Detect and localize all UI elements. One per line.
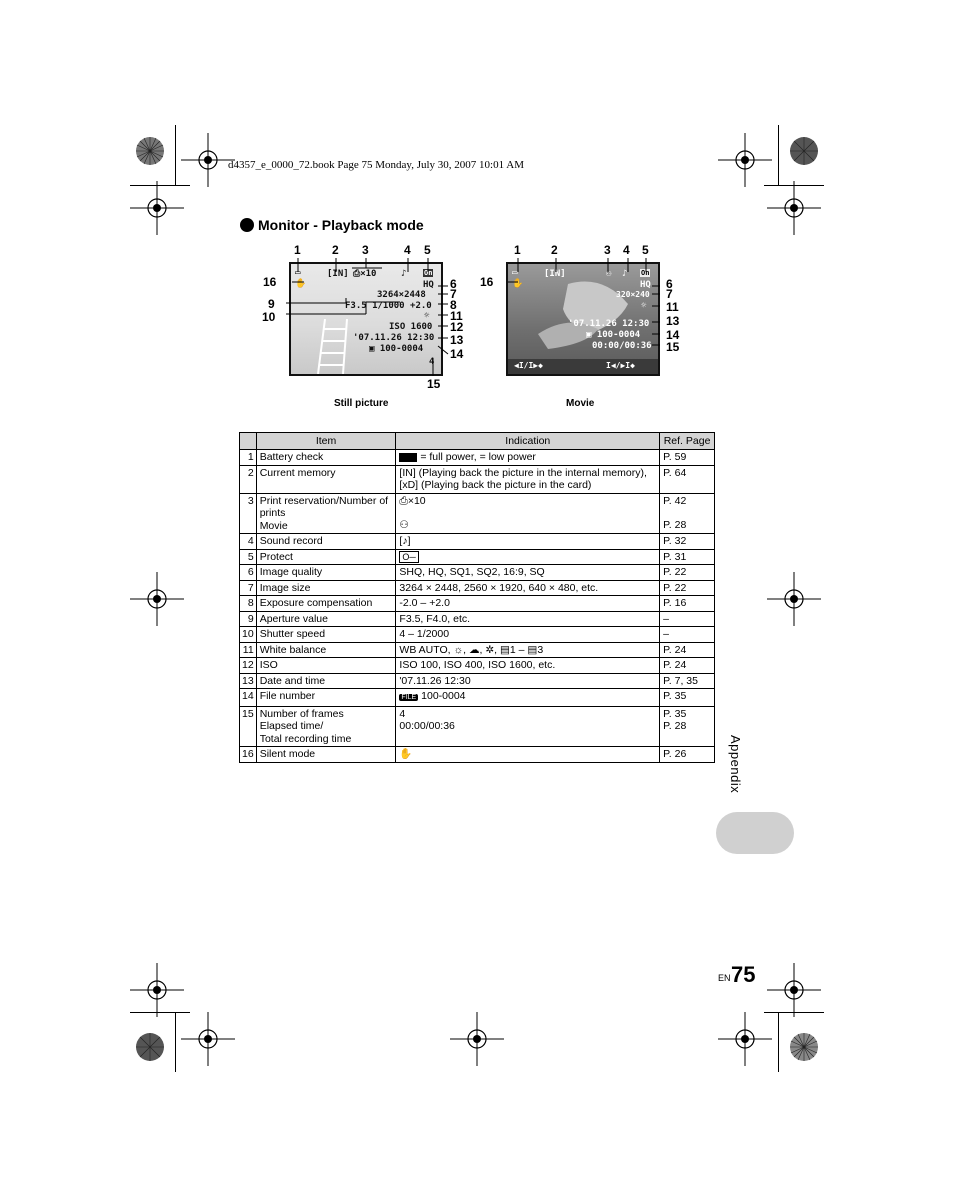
bullet-icon <box>240 218 254 232</box>
table-row <box>240 450 715 466</box>
callout-number: 14 <box>450 347 464 361</box>
callout-number: 5 <box>642 243 649 257</box>
file-icon: ▣ <box>369 344 380 354</box>
row-number: 10 <box>240 627 257 643</box>
row-indication: [IN] (Playing back the picture in the internal memory), [xD] (Playing back the picture in the card) <box>396 465 660 493</box>
protect-key-icon: O─ <box>399 551 418 563</box>
registration-mark-icon <box>130 963 184 1017</box>
table-row <box>240 673 715 689</box>
row-indication: F3.5, F4.0, etc. <box>396 611 660 627</box>
row-number: 6 <box>240 565 257 581</box>
table-row <box>240 549 715 565</box>
table-row <box>240 493 715 534</box>
battery-icon: ▭ <box>512 268 518 278</box>
lcd-memory: [IN] <box>544 269 566 279</box>
page-number: 75 <box>731 962 756 987</box>
row-item: Sound record <box>256 534 396 550</box>
row-indication <box>396 534 660 550</box>
row-indication <box>396 549 660 565</box>
row-indication: ISO 100, ISO 400, ISO 1600, etc. <box>396 658 660 674</box>
lcd-size: 320×240 <box>616 290 650 299</box>
col-header: Indication <box>396 433 660 450</box>
table-row <box>240 465 715 493</box>
battery-icon: ▭ <box>295 268 301 278</box>
col-header: Item <box>256 433 396 450</box>
lcd-controls-right: I◀/▶I◆ <box>606 361 635 370</box>
row-ref: P. 22 <box>660 580 715 596</box>
row-ref: P. 16 <box>660 596 715 612</box>
lcd-iso: ISO 1600 <box>389 322 433 332</box>
row-number: 2 <box>240 465 257 493</box>
lcd-datetime: '07.11.26 12:30 <box>353 333 435 343</box>
protect-icon: On <box>641 269 650 277</box>
col-header <box>240 433 257 450</box>
row-number: 12 <box>240 658 257 674</box>
row-number: 1 <box>240 450 257 466</box>
row-ref: – <box>660 627 715 643</box>
file-icon: FILE <box>401 694 417 701</box>
registration-mark-icon <box>718 1012 772 1066</box>
lcd-file: ▣ 100-0004 <box>369 344 424 354</box>
movie-callout-lines <box>490 250 670 370</box>
lcd-memory: [IN] <box>327 269 349 279</box>
table-row <box>240 580 715 596</box>
row-item: File number <box>256 689 396 707</box>
col-header: Ref. Page <box>660 433 715 450</box>
battery-full-icon <box>399 453 417 462</box>
row-ref: P. 22 <box>660 565 715 581</box>
row-item: Aperture value <box>256 611 396 627</box>
fluorescent-1-icon: ▤1 <box>499 643 516 656</box>
indicator-table <box>239 432 715 763</box>
silent-mode-icon: ✋ <box>399 748 413 760</box>
section-heading <box>240 217 424 233</box>
print-icon: ⎙ <box>399 494 408 507</box>
lcd-frames: 4 <box>429 357 435 367</box>
row-item: White balance <box>256 642 396 658</box>
movie-caption: Movie <box>566 398 595 409</box>
row-ref: P. 31 <box>660 549 715 565</box>
table-row <box>240 747 715 763</box>
callout-number: 8 <box>450 298 457 312</box>
callout-number: 7 <box>450 287 457 301</box>
row-indication: ⎙×10 ⚇ <box>396 493 660 534</box>
row-item: Image size <box>256 580 396 596</box>
row-item: ISO <box>256 658 396 674</box>
callout-number: 1 <box>514 243 521 257</box>
table-header-row <box>240 433 715 450</box>
section-title: Monitor - Playback mode <box>258 217 424 233</box>
callout-number: 11 <box>450 309 463 323</box>
sunny-icon: ☼ <box>453 643 464 656</box>
row-number: 5 <box>240 549 257 565</box>
crop-line <box>778 125 779 185</box>
registration-mark-icon <box>130 572 184 626</box>
registration-mark-icon <box>450 1012 504 1066</box>
row-number: 7 <box>240 580 257 596</box>
row-ref: – <box>660 611 715 627</box>
row-ref: P. 26 <box>660 747 715 763</box>
table-row <box>240 596 715 612</box>
silent-mode-icon: ✋ <box>512 279 524 289</box>
table-row <box>240 658 715 674</box>
row-ref: P. 59 <box>660 450 715 466</box>
silent-mode-icon: ✋ <box>295 279 307 289</box>
callout-number: 6 <box>666 277 673 291</box>
table-row <box>240 611 715 627</box>
table-row <box>240 706 715 747</box>
callout-number: 4 <box>404 243 411 257</box>
row-indication: -2.0 – +2.0 <box>396 596 660 612</box>
row-item: Silent mode <box>256 747 396 763</box>
table-row <box>240 534 715 550</box>
row-indication: 3264 × 2448, 2560 × 1920, 640 × 480, etc. <box>396 580 660 596</box>
row-indication: = full power, = low power <box>396 450 660 466</box>
row-item: Date and time <box>256 673 396 689</box>
row-number: 14 <box>240 689 257 707</box>
row-ref: P. 35 P. 28 <box>660 706 715 747</box>
registration-mark-icon <box>767 572 821 626</box>
crop-line <box>778 1012 779 1072</box>
lcd-print-count: ⎙×10 <box>353 269 377 279</box>
color-rosette-icon <box>135 1032 165 1062</box>
row-item: Current memory <box>256 465 396 493</box>
table-row <box>240 689 715 707</box>
sound-record-icon: [♪] <box>399 535 411 547</box>
row-ref: P. 24 <box>660 642 715 658</box>
callout-number: 5 <box>424 243 431 257</box>
table-row <box>240 627 715 643</box>
white-balance-icon: ☼ <box>424 311 430 321</box>
row-ref: P. 64 <box>660 465 715 493</box>
callout-number: 7 <box>666 287 673 301</box>
callout-number: 2 <box>551 243 558 257</box>
callout-number: 6 <box>450 277 457 291</box>
cloudy-icon: ☁ <box>468 643 480 656</box>
callout-number: 16 <box>480 275 494 289</box>
crop-line <box>175 1012 176 1072</box>
row-indication: SHQ, HQ, SQ1, SQ2, 16:9, SQ <box>396 565 660 581</box>
table-row <box>240 642 715 658</box>
side-tab <box>716 812 794 854</box>
side-tab-label: Appendix <box>728 735 743 794</box>
color-rosette-icon <box>789 1032 819 1062</box>
protect-icon: On <box>424 269 433 277</box>
print-header: d4357_e_0000_72.book Page 75 Monday, July 30, 2007 10:01 AM <box>228 159 524 171</box>
row-number: 4 <box>240 534 257 550</box>
sound-icon: ♪ <box>401 269 407 279</box>
row-indication <box>396 747 660 763</box>
color-rosette-icon <box>789 136 819 166</box>
sound-icon: ♪ <box>622 269 628 279</box>
row-ref: P. 7, 35 <box>660 673 715 689</box>
white-balance-icon: ☼ <box>641 301 647 311</box>
color-rosette-icon <box>135 136 165 166</box>
callout-number: 16 <box>263 275 277 289</box>
crop-line <box>175 125 176 185</box>
row-number: 8 <box>240 596 257 612</box>
callout-number: 2 <box>332 243 339 257</box>
callout-number: 1 <box>294 243 301 257</box>
callout-number: 13 <box>666 314 680 328</box>
lcd-size: 3264×2448 <box>377 290 426 300</box>
callout-number: 11 <box>666 300 679 314</box>
row-number: 11 <box>240 642 257 658</box>
row-item: Shutter speed <box>256 627 396 643</box>
row-ref: P. 24 <box>660 658 715 674</box>
lcd-quality: HQ <box>640 280 651 290</box>
row-number: 9 <box>240 611 257 627</box>
callout-number: 15 <box>427 377 441 391</box>
row-item: Number of frames Elapsed time/ Total recording time <box>256 706 396 747</box>
registration-mark-icon <box>181 133 235 187</box>
callout-number: 9 <box>268 297 275 311</box>
table-row <box>240 565 715 581</box>
callout-number: 14 <box>666 328 680 342</box>
callout-number: 13 <box>450 333 464 347</box>
row-indication: 4 – 1/2000 <box>396 627 660 643</box>
row-indication: 4 00:00/00:36 <box>396 706 660 747</box>
movie-icon: ⚇ <box>606 269 612 279</box>
callout-number: 10 <box>262 310 276 324</box>
row-ref: P. 32 <box>660 534 715 550</box>
callout-number: 4 <box>623 243 630 257</box>
lcd-exposure: F3.5 1/1000 +2.0 <box>345 301 432 311</box>
row-item: Exposure compensation <box>256 596 396 612</box>
row-item: Protect <box>256 549 396 565</box>
lcd-datetime: '07.11.26 12:30 <box>568 319 650 329</box>
row-indication: WB AUTO, ☼, ☁, ✲, ▤1 – ▤3 <box>396 642 660 658</box>
fluorescent-3-icon: ▤3 <box>527 643 544 656</box>
tungsten-icon: ✲ <box>485 643 495 656</box>
callout-number: 3 <box>604 243 611 257</box>
row-number: 13 <box>240 673 257 689</box>
row-ref: P. 42 P. 28 <box>660 493 715 534</box>
file-icon: ▣ <box>586 330 597 340</box>
row-indication: FILE 100-0004 <box>396 689 660 707</box>
lcd-file: ▣ 100-0004 <box>586 330 641 340</box>
row-number: 15 <box>240 706 257 747</box>
callout-number: 15 <box>666 340 680 354</box>
row-ref: P. 35 <box>660 689 715 707</box>
callout-number: 12 <box>450 320 464 334</box>
row-item: Print reservation/Number of prints Movie <box>256 493 396 534</box>
row-number: 16 <box>240 747 257 763</box>
registration-mark-icon <box>181 1012 235 1066</box>
registration-mark-icon <box>718 133 772 187</box>
lcd-quality: HQ <box>423 280 434 290</box>
still-callout-lines <box>270 250 470 390</box>
print-icon: ⎙ <box>353 269 361 279</box>
callout-number: 3 <box>362 243 369 257</box>
still-caption: Still picture <box>334 398 389 409</box>
movie-icon: ⚇ <box>399 519 409 531</box>
lcd-time: 00:00/00:36 <box>592 341 652 351</box>
registration-mark-icon <box>130 181 184 235</box>
registration-mark-icon <box>767 181 821 235</box>
row-number: 3 <box>240 493 257 534</box>
registration-mark-icon <box>767 963 821 1017</box>
lcd-controls-left: ◀I/I▶◆ <box>514 361 543 370</box>
row-indication: '07.11.26 12:30 <box>396 673 660 689</box>
page-language: EN <box>718 973 731 983</box>
row-item: Battery check <box>256 450 396 466</box>
row-item: Image quality <box>256 565 396 581</box>
